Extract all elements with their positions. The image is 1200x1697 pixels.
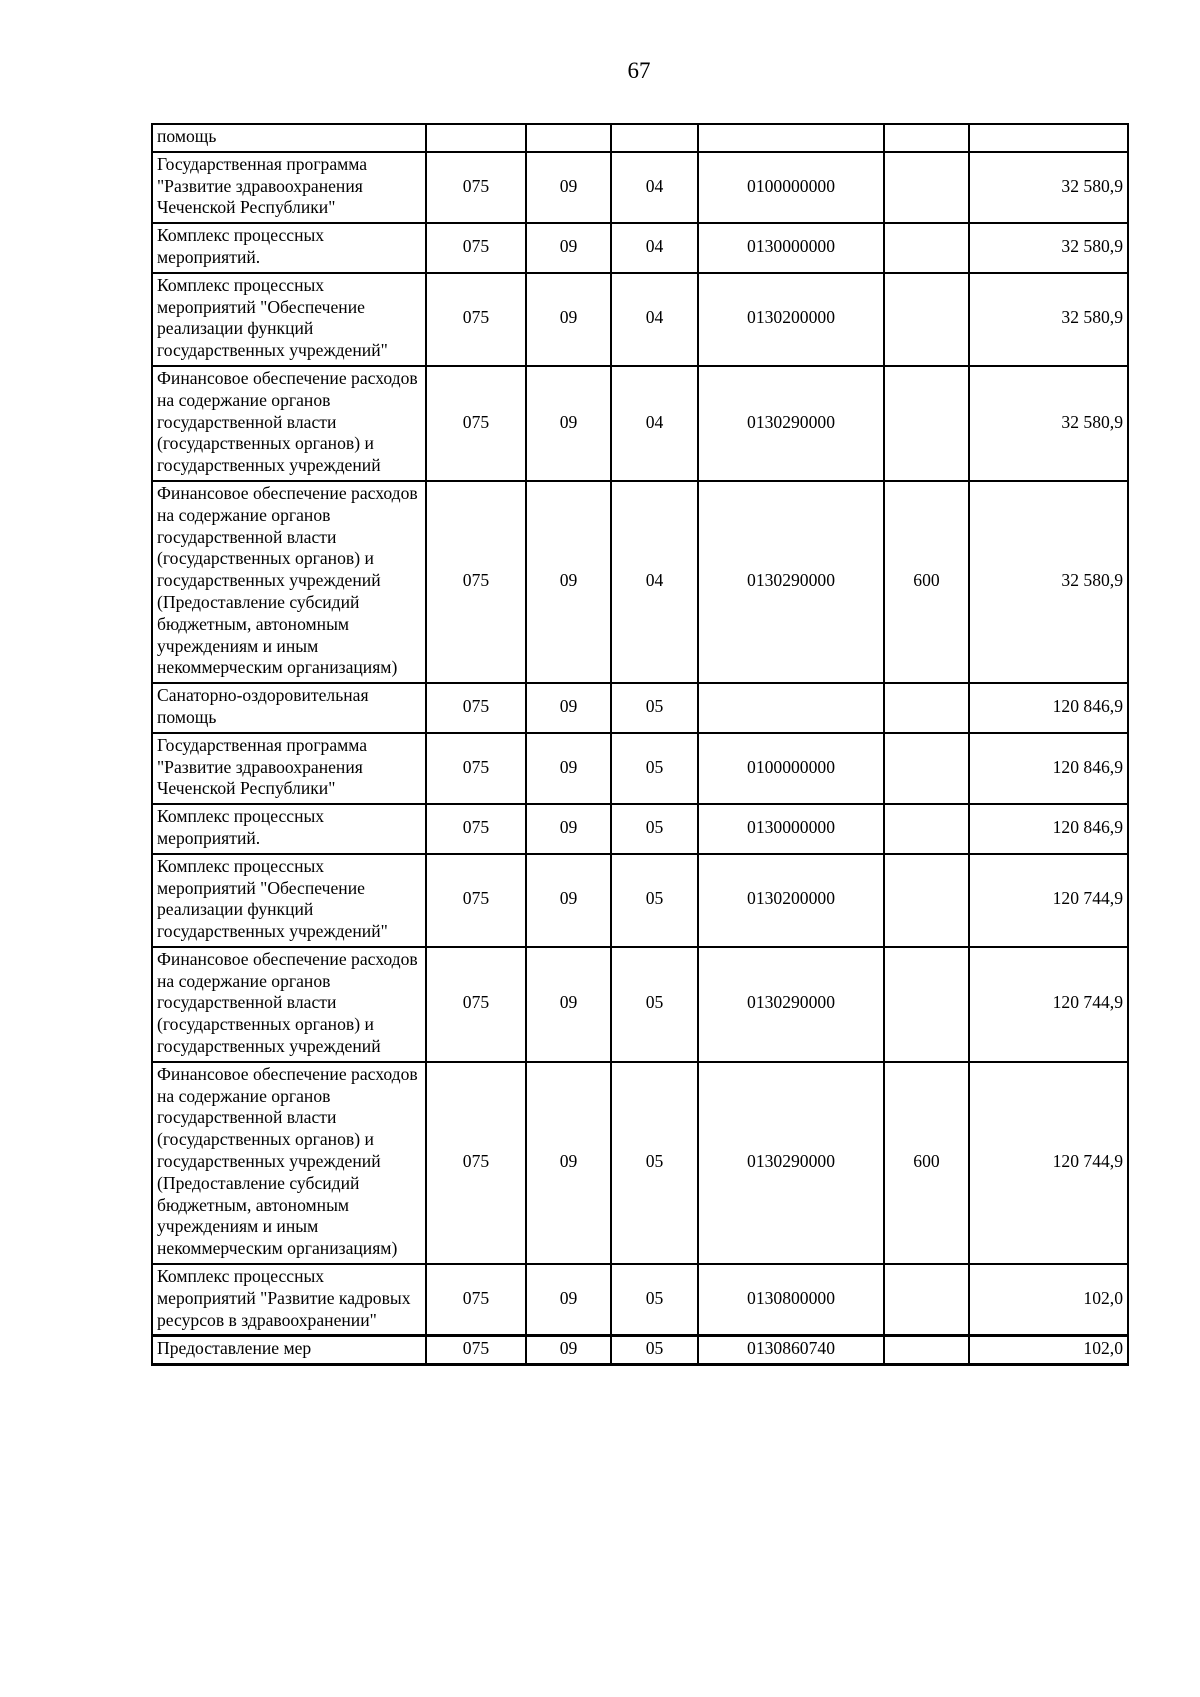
cell-expense-type-code (884, 733, 969, 804)
cell-chapter-code: 075 (426, 366, 526, 481)
cell-section-code: 09 (526, 273, 611, 366)
table-row (152, 481, 1128, 683)
cell-chapter-code: 075 (426, 947, 526, 1062)
table-row (152, 152, 1128, 223)
cell-chapter-code: 075 (426, 1336, 526, 1365)
cell-name: Финансовое обеспечение расходов на содержание органов государственной власти (государственных органов) и государственных учреждений (Предоставление субсидий бюджетным, автономным учреждениям и иным некоммерческим организациям) (152, 1062, 426, 1264)
cell-name: Финансовое обеспечение расходов на содержание органов государственной власти (государственных органов) и государственных учреждений (152, 366, 426, 481)
cell-amount: 32 580,9 (969, 273, 1128, 366)
cell-amount: 32 580,9 (969, 481, 1128, 683)
cell-expense-type-code (884, 124, 969, 152)
cell-subsection-code: 05 (611, 1336, 698, 1365)
cell-amount: 120 846,9 (969, 683, 1128, 733)
table-row (152, 804, 1128, 854)
cell-name: Финансовое обеспечение расходов на содержание органов государственной власти (государственных органов) и государственных учреждений (Предоставление субсидий бюджетным, автономным учреждениям и иным некоммерческим организациям) (152, 481, 426, 683)
cell-section-code: 09 (526, 733, 611, 804)
cell-chapter-code: 075 (426, 683, 526, 733)
cell-subsection-code: 05 (611, 804, 698, 854)
cell-target-article-code: 0130200000 (698, 854, 884, 947)
cell-chapter-code: 075 (426, 854, 526, 947)
page-number: 67 (627, 58, 651, 83)
cell-subsection-code: 05 (611, 733, 698, 804)
cell-amount: 120 846,9 (969, 733, 1128, 804)
cell-target-article-code: 0100000000 (698, 152, 884, 223)
cell-section-code: 09 (526, 481, 611, 683)
cell-section-code: 09 (526, 366, 611, 481)
cell-expense-type-code (884, 366, 969, 481)
cell-amount: 32 580,9 (969, 223, 1128, 273)
budget-table (151, 123, 1129, 1366)
cell-name: Государственная программа "Развитие здравоохранения Чеченской Республики" (152, 152, 426, 223)
table-row (152, 273, 1128, 366)
cell-target-article-code: 0130290000 (698, 366, 884, 481)
cell-section-code: 09 (526, 1062, 611, 1264)
cell-subsection-code (611, 124, 698, 152)
cell-section-code: 09 (526, 683, 611, 733)
cell-name: Комплекс процессных мероприятий "Обеспечение реализации функций государственных учреждений" (152, 273, 426, 366)
cell-expense-type-code (884, 854, 969, 947)
cell-subsection-code: 05 (611, 854, 698, 947)
cell-subsection-code: 04 (611, 152, 698, 223)
cell-amount: 120 846,9 (969, 804, 1128, 854)
cell-expense-type-code (884, 804, 969, 854)
cell-chapter-code: 075 (426, 273, 526, 366)
cell-expense-type-code (884, 683, 969, 733)
budget-table-body (152, 124, 1128, 1365)
cell-amount: 102,0 (969, 1264, 1128, 1336)
cell-chapter-code: 075 (426, 481, 526, 683)
cell-subsection-code: 05 (611, 683, 698, 733)
cell-subsection-code: 04 (611, 223, 698, 273)
cell-expense-type-code (884, 223, 969, 273)
cell-section-code: 09 (526, 1264, 611, 1336)
cell-amount (969, 124, 1128, 152)
cell-section-code: 09 (526, 947, 611, 1062)
cell-chapter-code: 075 (426, 733, 526, 804)
cell-expense-type-code (884, 273, 969, 366)
cell-amount: 32 580,9 (969, 366, 1128, 481)
cell-section-code: 09 (526, 854, 611, 947)
table-row (152, 947, 1128, 1062)
cell-subsection-code: 04 (611, 481, 698, 683)
cell-section-code: 09 (526, 1336, 611, 1365)
cell-target-article-code: 0130290000 (698, 1062, 884, 1264)
cell-chapter-code: 075 (426, 1062, 526, 1264)
cell-name: Комплекс процессных мероприятий. (152, 804, 426, 854)
cell-subsection-code: 05 (611, 1062, 698, 1264)
cell-amount: 120 744,9 (969, 947, 1128, 1062)
cell-expense-type-code: 600 (884, 1062, 969, 1264)
cell-target-article-code: 0130290000 (698, 481, 884, 683)
cell-section-code (526, 124, 611, 152)
cell-expense-type-code (884, 1264, 969, 1336)
table-row (152, 1336, 1128, 1365)
cell-name: Комплекс процессных мероприятий. (152, 223, 426, 273)
table-row (152, 683, 1128, 733)
table-row (152, 366, 1128, 481)
cell-name: помощь (152, 124, 426, 152)
cell-amount: 120 744,9 (969, 854, 1128, 947)
cell-target-article-code (698, 124, 884, 152)
cell-name: Предоставление мер (152, 1336, 426, 1365)
cell-name: Комплекс процессных мероприятий "Развитие кадровых ресурсов в здравоохранении" (152, 1264, 426, 1336)
cell-chapter-code (426, 124, 526, 152)
cell-chapter-code: 075 (426, 223, 526, 273)
cell-name: Комплекс процессных мероприятий "Обеспечение реализации функций государственных учреждений" (152, 854, 426, 947)
cell-name: Санаторно-оздоровительная помощь (152, 683, 426, 733)
cell-subsection-code: 04 (611, 273, 698, 366)
cell-target-article-code: 0130000000 (698, 223, 884, 273)
cell-subsection-code: 05 (611, 1264, 698, 1336)
cell-chapter-code: 075 (426, 1264, 526, 1336)
cell-expense-type-code (884, 947, 969, 1062)
cell-chapter-code: 075 (426, 804, 526, 854)
cell-amount: 102,0 (969, 1336, 1128, 1365)
cell-target-article-code: 0130000000 (698, 804, 884, 854)
cell-subsection-code: 04 (611, 366, 698, 481)
table-row (152, 1062, 1128, 1264)
table-row (152, 1264, 1128, 1336)
cell-subsection-code: 05 (611, 947, 698, 1062)
cell-expense-type-code: 600 (884, 481, 969, 683)
cell-expense-type-code (884, 1336, 969, 1365)
table-row (152, 124, 1128, 152)
cell-target-article-code: 0130200000 (698, 273, 884, 366)
cell-section-code: 09 (526, 152, 611, 223)
cell-section-code: 09 (526, 804, 611, 854)
cell-chapter-code: 075 (426, 152, 526, 223)
cell-target-article-code: 0100000000 (698, 733, 884, 804)
cell-target-article-code: 0130800000 (698, 1264, 884, 1336)
cell-target-article-code: 0130290000 (698, 947, 884, 1062)
table-row (152, 733, 1128, 804)
cell-target-article-code (698, 683, 884, 733)
cell-amount: 32 580,9 (969, 152, 1128, 223)
cell-expense-type-code (884, 152, 969, 223)
cell-name: Финансовое обеспечение расходов на содержание органов государственной власти (государственных органов) и государственных учреждений (152, 947, 426, 1062)
cell-name: Государственная программа "Развитие здравоохранения Чеченской Республики" (152, 733, 426, 804)
cell-section-code: 09 (526, 223, 611, 273)
table-row (152, 854, 1128, 947)
cell-target-article-code: 0130860740 (698, 1336, 884, 1365)
cell-amount: 120 744,9 (969, 1062, 1128, 1264)
table-row (152, 223, 1128, 273)
